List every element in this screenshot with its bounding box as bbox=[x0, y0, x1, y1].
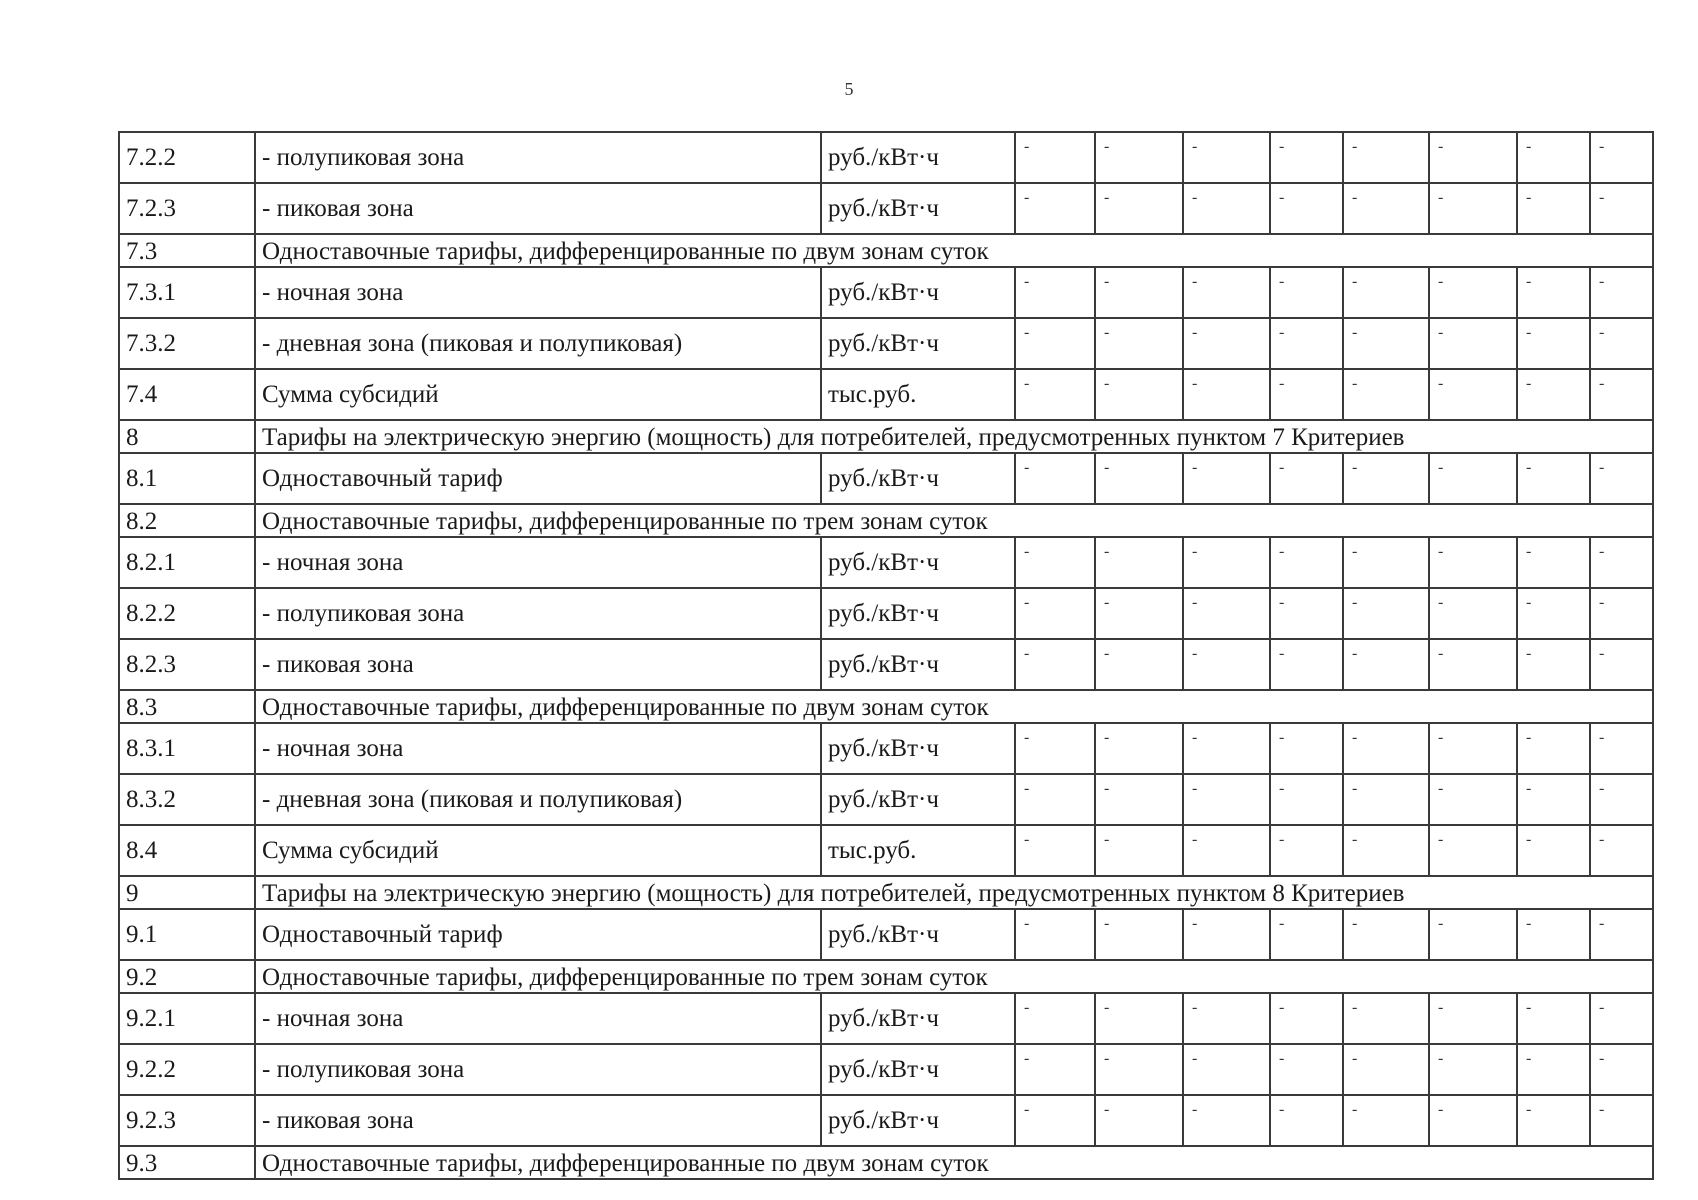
value-cell: - bbox=[1183, 909, 1270, 960]
row-name: - пиковая зона bbox=[255, 183, 821, 234]
value-cell: - bbox=[1429, 825, 1517, 876]
section-header-row bbox=[119, 876, 1653, 909]
value-cell: - bbox=[1015, 1044, 1095, 1095]
row-unit: руб./кВт·ч bbox=[821, 993, 1015, 1044]
value-cell: - bbox=[1015, 723, 1095, 774]
value-cell: - bbox=[1590, 132, 1653, 183]
row-unit: тыс.руб. bbox=[821, 825, 1015, 876]
value-cell: - bbox=[1095, 369, 1183, 420]
value-cell: - bbox=[1429, 369, 1517, 420]
row-name: - пиковая зона bbox=[255, 1095, 821, 1146]
value-cell: - bbox=[1517, 825, 1590, 876]
value-cell: - bbox=[1095, 774, 1183, 825]
value-cell: - bbox=[1343, 183, 1429, 234]
row-number: 9.2.2 bbox=[119, 1044, 255, 1095]
table-row bbox=[119, 318, 1653, 369]
table-row bbox=[119, 639, 1653, 690]
value-cell: - bbox=[1095, 132, 1183, 183]
value-cell: - bbox=[1270, 369, 1343, 420]
value-cell: - bbox=[1015, 774, 1095, 825]
value-cell: - bbox=[1015, 183, 1095, 234]
value-cell: - bbox=[1343, 639, 1429, 690]
value-cell: - bbox=[1590, 453, 1653, 504]
row-unit: руб./кВт·ч bbox=[821, 588, 1015, 639]
value-cell: - bbox=[1343, 825, 1429, 876]
value-cell: - bbox=[1517, 1095, 1590, 1146]
value-cell: - bbox=[1343, 453, 1429, 504]
row-number: 7.2.3 bbox=[119, 183, 255, 234]
value-cell: - bbox=[1095, 1095, 1183, 1146]
row-name: - ночная зона bbox=[255, 723, 821, 774]
row-name: - полупиковая зона bbox=[255, 588, 821, 639]
value-cell: - bbox=[1517, 774, 1590, 825]
value-cell: - bbox=[1183, 588, 1270, 639]
value-cell: - bbox=[1095, 639, 1183, 690]
value-cell: - bbox=[1517, 453, 1590, 504]
value-cell: - bbox=[1183, 183, 1270, 234]
section-title: Одноставочные тарифы, дифференцированные по трем зонам суток bbox=[255, 504, 1653, 537]
value-cell: - bbox=[1517, 318, 1590, 369]
value-cell: - bbox=[1429, 1044, 1517, 1095]
value-cell: - bbox=[1015, 639, 1095, 690]
value-cell: - bbox=[1517, 132, 1590, 183]
row-unit: руб./кВт·ч bbox=[821, 453, 1015, 504]
value-cell: - bbox=[1343, 537, 1429, 588]
value-cell: - bbox=[1095, 1044, 1183, 1095]
value-cell: - bbox=[1183, 1044, 1270, 1095]
value-cell: - bbox=[1183, 267, 1270, 318]
value-cell: - bbox=[1343, 723, 1429, 774]
value-cell: - bbox=[1590, 639, 1653, 690]
table-row bbox=[119, 1044, 1653, 1095]
row-number: 8.2.2 bbox=[119, 588, 255, 639]
row-number: 8.2.3 bbox=[119, 639, 255, 690]
value-cell: - bbox=[1590, 183, 1653, 234]
value-cell: - bbox=[1015, 318, 1095, 369]
value-cell: - bbox=[1095, 453, 1183, 504]
value-cell: - bbox=[1429, 267, 1517, 318]
value-cell: - bbox=[1095, 909, 1183, 960]
table-row bbox=[119, 537, 1653, 588]
value-cell: - bbox=[1343, 909, 1429, 960]
table-row bbox=[119, 909, 1653, 960]
value-cell: - bbox=[1183, 993, 1270, 1044]
table-row bbox=[119, 1095, 1653, 1146]
table-row bbox=[119, 774, 1653, 825]
value-cell: - bbox=[1343, 774, 1429, 825]
row-unit: руб./кВт·ч bbox=[821, 1095, 1015, 1146]
table-body bbox=[119, 132, 1653, 1179]
value-cell: - bbox=[1590, 774, 1653, 825]
value-cell: - bbox=[1517, 183, 1590, 234]
value-cell: - bbox=[1015, 453, 1095, 504]
value-cell: - bbox=[1270, 267, 1343, 318]
value-cell: - bbox=[1270, 318, 1343, 369]
row-name: - полупиковая зона bbox=[255, 132, 821, 183]
row-number: 8.2.1 bbox=[119, 537, 255, 588]
value-cell: - bbox=[1590, 318, 1653, 369]
row-number: 8 bbox=[119, 420, 255, 453]
value-cell: - bbox=[1429, 639, 1517, 690]
row-number: 8.3.2 bbox=[119, 774, 255, 825]
value-cell: - bbox=[1429, 132, 1517, 183]
value-cell: - bbox=[1015, 588, 1095, 639]
row-unit: руб./кВт·ч bbox=[821, 723, 1015, 774]
value-cell: - bbox=[1015, 825, 1095, 876]
section-header-row bbox=[119, 504, 1653, 537]
value-cell: - bbox=[1015, 267, 1095, 318]
value-cell: - bbox=[1517, 369, 1590, 420]
table-row bbox=[119, 183, 1653, 234]
value-cell: - bbox=[1590, 1095, 1653, 1146]
value-cell: - bbox=[1270, 183, 1343, 234]
row-number: 7.3.1 bbox=[119, 267, 255, 318]
value-cell: - bbox=[1183, 132, 1270, 183]
section-header-row bbox=[119, 960, 1653, 993]
table-row bbox=[119, 369, 1653, 420]
value-cell: - bbox=[1590, 909, 1653, 960]
table-row bbox=[119, 132, 1653, 183]
value-cell: - bbox=[1095, 318, 1183, 369]
value-cell: - bbox=[1270, 639, 1343, 690]
section-header-row bbox=[119, 234, 1653, 267]
value-cell: - bbox=[1517, 588, 1590, 639]
row-unit: руб./кВт·ч bbox=[821, 1044, 1015, 1095]
value-cell: - bbox=[1095, 588, 1183, 639]
value-cell: - bbox=[1590, 588, 1653, 639]
value-cell: - bbox=[1015, 369, 1095, 420]
value-cell: - bbox=[1517, 537, 1590, 588]
value-cell: - bbox=[1270, 909, 1343, 960]
section-header-row bbox=[119, 1146, 1653, 1179]
row-number: 8.2 bbox=[119, 504, 255, 537]
value-cell: - bbox=[1343, 1044, 1429, 1095]
value-cell: - bbox=[1343, 318, 1429, 369]
row-number: 8.3.1 bbox=[119, 723, 255, 774]
row-number: 9.3 bbox=[119, 1146, 255, 1179]
value-cell: - bbox=[1590, 267, 1653, 318]
value-cell: - bbox=[1270, 588, 1343, 639]
row-name: - дневная зона (пиковая и полупиковая) bbox=[255, 774, 821, 825]
row-name: - пиковая зона bbox=[255, 639, 821, 690]
value-cell: - bbox=[1270, 132, 1343, 183]
value-cell: - bbox=[1517, 639, 1590, 690]
value-cell: - bbox=[1183, 774, 1270, 825]
value-cell: - bbox=[1015, 1095, 1095, 1146]
row-number: 8.4 bbox=[119, 825, 255, 876]
row-number: 9 bbox=[119, 876, 255, 909]
value-cell: - bbox=[1183, 723, 1270, 774]
table-row bbox=[119, 993, 1653, 1044]
table-row bbox=[119, 825, 1653, 876]
row-unit: руб./кВт·ч bbox=[821, 639, 1015, 690]
value-cell: - bbox=[1343, 1095, 1429, 1146]
section-title: Одноставочные тарифы, дифференцированные по трем зонам суток bbox=[255, 960, 1653, 993]
section-title: Тарифы на электрическую энергию (мощность) для потребителей, предусмотренных пунктом 7 Критериев bbox=[255, 420, 1653, 453]
value-cell: - bbox=[1429, 1095, 1517, 1146]
value-cell: - bbox=[1590, 993, 1653, 1044]
value-cell: - bbox=[1429, 453, 1517, 504]
row-unit: руб./кВт·ч bbox=[821, 267, 1015, 318]
row-name: - ночная зона bbox=[255, 993, 821, 1044]
value-cell: - bbox=[1095, 825, 1183, 876]
section-title: Одноставочные тарифы, дифференцированные по двум зонам суток bbox=[255, 234, 1653, 267]
row-name: Одноставочный тариф bbox=[255, 909, 821, 960]
value-cell: - bbox=[1343, 993, 1429, 1044]
value-cell: - bbox=[1343, 132, 1429, 183]
table-row bbox=[119, 588, 1653, 639]
tariff-table bbox=[118, 131, 1654, 1180]
value-cell: - bbox=[1183, 639, 1270, 690]
row-unit: тыс.руб. bbox=[821, 369, 1015, 420]
value-cell: - bbox=[1429, 537, 1517, 588]
section-header-row bbox=[119, 420, 1653, 453]
row-number: 9.1 bbox=[119, 909, 255, 960]
row-number: 7.2.2 bbox=[119, 132, 255, 183]
row-unit: руб./кВт·ч bbox=[821, 537, 1015, 588]
value-cell: - bbox=[1183, 318, 1270, 369]
value-cell: - bbox=[1270, 774, 1343, 825]
row-number: 9.2.3 bbox=[119, 1095, 255, 1146]
row-unit: руб./кВт·ч bbox=[821, 183, 1015, 234]
value-cell: - bbox=[1517, 723, 1590, 774]
value-cell: - bbox=[1517, 1044, 1590, 1095]
row-name: Одноставочный тариф bbox=[255, 453, 821, 504]
section-title: Одноставочные тарифы, дифференцированные по двум зонам суток bbox=[255, 690, 1653, 723]
value-cell: - bbox=[1429, 588, 1517, 639]
value-cell: - bbox=[1095, 183, 1183, 234]
value-cell: - bbox=[1270, 537, 1343, 588]
row-unit: руб./кВт·ч bbox=[821, 774, 1015, 825]
row-name: - полупиковая зона bbox=[255, 1044, 821, 1095]
value-cell: - bbox=[1429, 183, 1517, 234]
section-title: Тарифы на электрическую энергию (мощность) для потребителей, предусмотренных пунктом 8 Критериев bbox=[255, 876, 1653, 909]
row-name: Сумма субсидий bbox=[255, 825, 821, 876]
value-cell: - bbox=[1095, 723, 1183, 774]
section-title: Одноставочные тарифы, дифференцированные по двум зонам суток bbox=[255, 1146, 1653, 1179]
value-cell: - bbox=[1270, 1044, 1343, 1095]
value-cell: - bbox=[1429, 318, 1517, 369]
value-cell: - bbox=[1590, 537, 1653, 588]
row-number: 7.3 bbox=[119, 234, 255, 267]
value-cell: - bbox=[1270, 825, 1343, 876]
value-cell: - bbox=[1095, 267, 1183, 318]
row-number: 7.3.2 bbox=[119, 318, 255, 369]
value-cell: - bbox=[1517, 909, 1590, 960]
row-unit: руб./кВт·ч bbox=[821, 909, 1015, 960]
value-cell: - bbox=[1183, 537, 1270, 588]
row-number: 9.2 bbox=[119, 960, 255, 993]
value-cell: - bbox=[1270, 723, 1343, 774]
value-cell: - bbox=[1183, 825, 1270, 876]
value-cell: - bbox=[1095, 537, 1183, 588]
value-cell: - bbox=[1343, 267, 1429, 318]
value-cell: - bbox=[1429, 774, 1517, 825]
row-number: 8.3 bbox=[119, 690, 255, 723]
table-row bbox=[119, 723, 1653, 774]
value-cell: - bbox=[1429, 909, 1517, 960]
row-unit: руб./кВт·ч bbox=[821, 318, 1015, 369]
value-cell: - bbox=[1095, 993, 1183, 1044]
value-cell: - bbox=[1590, 723, 1653, 774]
value-cell: - bbox=[1429, 723, 1517, 774]
row-number: 7.4 bbox=[119, 369, 255, 420]
value-cell: - bbox=[1590, 1044, 1653, 1095]
value-cell: - bbox=[1015, 537, 1095, 588]
value-cell: - bbox=[1343, 588, 1429, 639]
value-cell: - bbox=[1517, 267, 1590, 318]
table-row bbox=[119, 267, 1653, 318]
value-cell: - bbox=[1590, 369, 1653, 420]
value-cell: - bbox=[1183, 369, 1270, 420]
section-header-row bbox=[119, 690, 1653, 723]
row-name: - ночная зона bbox=[255, 537, 821, 588]
value-cell: - bbox=[1270, 993, 1343, 1044]
value-cell: - bbox=[1183, 453, 1270, 504]
value-cell: - bbox=[1429, 993, 1517, 1044]
value-cell: - bbox=[1517, 993, 1590, 1044]
page-number: 5 bbox=[844, 79, 854, 99]
row-number: 8.1 bbox=[119, 453, 255, 504]
value-cell: - bbox=[1270, 1095, 1343, 1146]
table-row bbox=[119, 453, 1653, 504]
value-cell: - bbox=[1015, 132, 1095, 183]
value-cell: - bbox=[1183, 1095, 1270, 1146]
row-number: 9.2.1 bbox=[119, 993, 255, 1044]
row-unit: руб./кВт·ч bbox=[821, 132, 1015, 183]
row-name: Сумма субсидий bbox=[255, 369, 821, 420]
row-name: - дневная зона (пиковая и полупиковая) bbox=[255, 318, 821, 369]
row-name: - ночная зона bbox=[255, 267, 821, 318]
value-cell: - bbox=[1590, 825, 1653, 876]
value-cell: - bbox=[1270, 453, 1343, 504]
value-cell: - bbox=[1015, 909, 1095, 960]
value-cell: - bbox=[1015, 993, 1095, 1044]
value-cell: - bbox=[1343, 369, 1429, 420]
